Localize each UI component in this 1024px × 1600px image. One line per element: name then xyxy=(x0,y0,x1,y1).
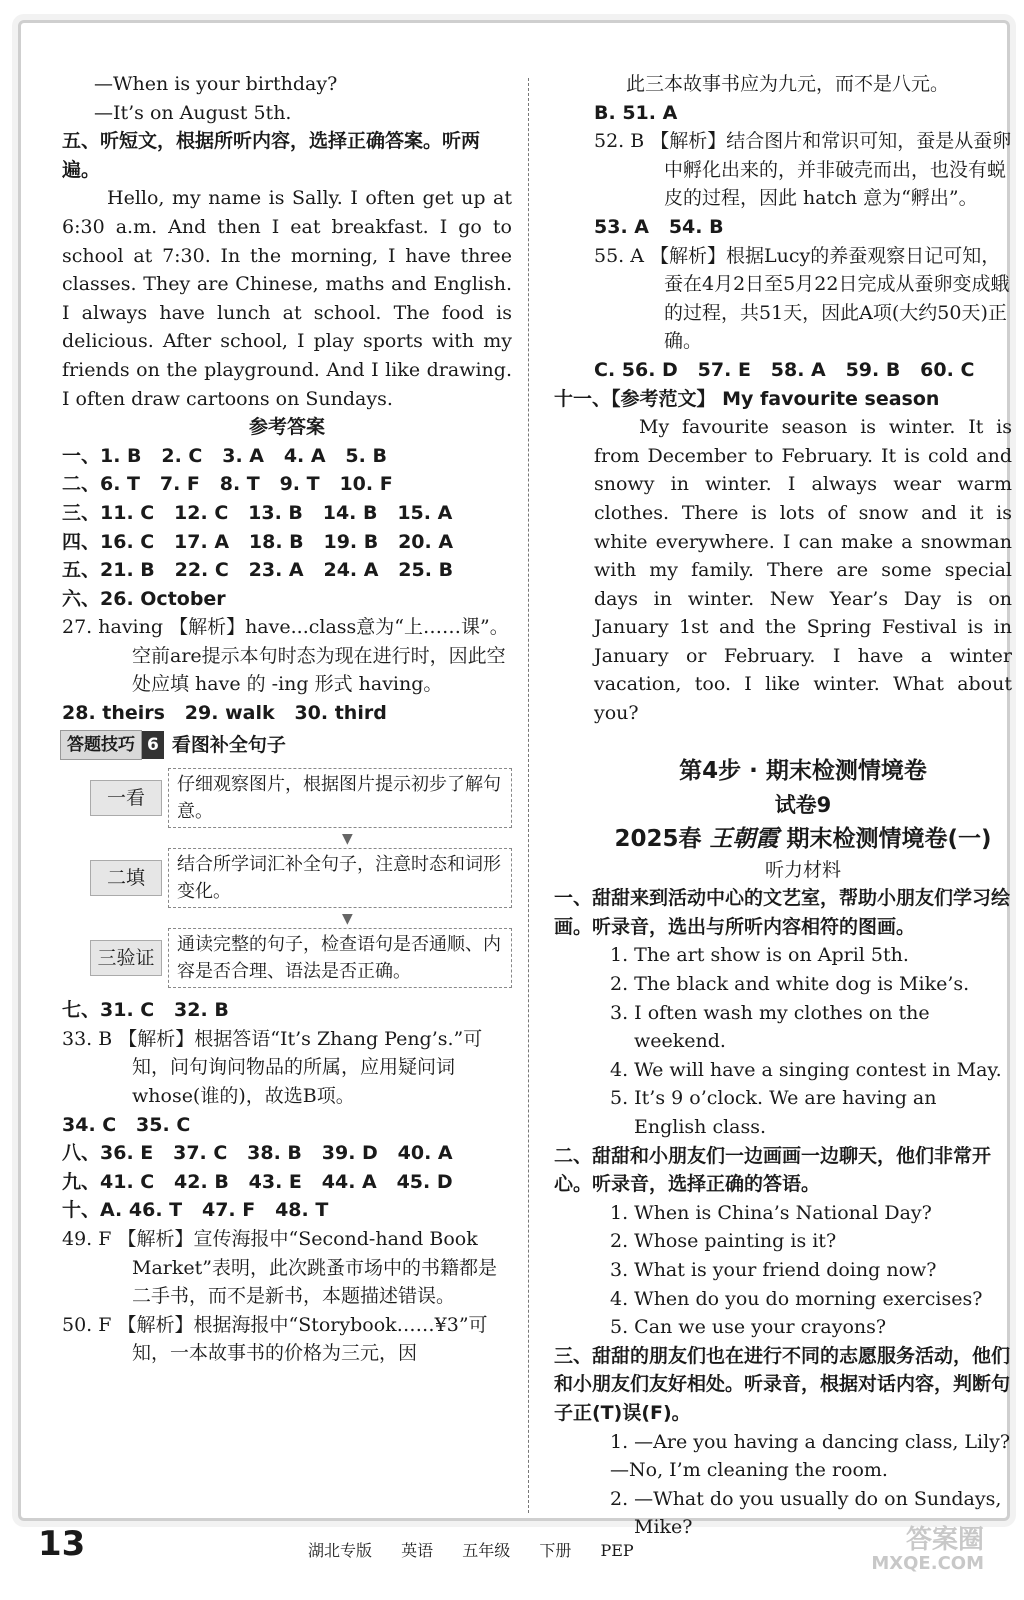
listening-item: 3. I often wash my clothes on the weekend. xyxy=(610,1001,930,1053)
listening-item: 2. —What do you usually do on Sundays, Mike? xyxy=(610,1487,1002,1539)
paper-title-name: 期末检测情境卷(一) xyxy=(786,825,992,852)
dialogue-line: —It’s on August 5th. xyxy=(94,101,292,124)
watermark-url: MXQE.COM xyxy=(871,1553,984,1574)
step-tag: 二填 xyxy=(90,860,162,896)
answer-row: 四、16. C 17. A 18. B 19. B 20. A xyxy=(62,530,454,553)
answer-row: 一、1. B 2. C 3. A 4. A 5. B xyxy=(62,444,387,467)
answer-row: 28. theirs 29. walk 30. third xyxy=(62,702,387,725)
page-number: 13 xyxy=(38,1524,86,1564)
paper-title xyxy=(594,822,1012,856)
footer-term: 下册 xyxy=(539,1541,572,1560)
dialogue-line: —When is your birthday? xyxy=(94,73,338,95)
answer-explanation: 50. F 【解析】根据海报中“Storybook……¥3”可知，一本故事书的价格为三元，因 xyxy=(62,1313,488,1365)
listening-material-title: 听力材料 xyxy=(764,858,841,881)
listening-item: 2. Whose painting is it? xyxy=(610,1230,837,1253)
part-2-heading: 二、甜甜和小朋友们一边画画一边聊天，他们非常开心。听录音，选择正确的答语。 xyxy=(554,1144,992,1196)
tip-step xyxy=(90,848,512,908)
step-text: 结合所学词汇补全句子，注意时态和词形变化。 xyxy=(168,848,512,908)
footer-info xyxy=(308,1538,658,1561)
answer-row: B. 51. A xyxy=(594,101,678,124)
listening-item: —No, I’m cleaning the room. xyxy=(610,1459,888,1482)
tip-header xyxy=(60,730,512,761)
listening-item: 1. When is China’s National Day? xyxy=(610,1201,932,1224)
answer-row: C. 56. D 57. E 58. A 59. B 60. C xyxy=(594,358,975,381)
listening-item: 2. The black and white dog is Mike’s. xyxy=(610,973,970,996)
arrow-down-icon: ▼ xyxy=(342,831,353,848)
right-column xyxy=(554,70,1012,1542)
left-column xyxy=(62,70,512,1368)
paper-title-year: 2025春 xyxy=(614,825,702,852)
sample-essay: My favourite season is winter. It is from December to February. It is cold and snowy in winter. I always wear warm clothes. There is lots of snow and it is white everywhere. I can make a snowman with my family. There are some special days in winter. New Year’s Day is on January 1st and the Spring Festival is in January or February. I have a winter vacation, too. I like winter. What about you? xyxy=(594,416,1012,725)
part-1-heading: 一、甜甜来到活动中心的文艺室，帮助小朋友们学习绘画。听录音，选出与所听内容相符的图画。 xyxy=(554,887,1011,938)
answer-row: 34. C 35. C xyxy=(62,1113,191,1136)
answer-row: 五、21. B 22. C 23. A 24. A 25. B xyxy=(62,559,454,582)
paper-number: 试卷9 xyxy=(774,792,832,817)
answer-explanation: 27. having 【解析】have...class意为“上……课”。空前are提示本句时态为现在进行时，因此空处应填 have 的 -ing 形式 having。 xyxy=(62,616,509,696)
listening-item: 4. When do you do morning exercises? xyxy=(610,1287,983,1310)
step-4-title: 第4步 · 期末检测情境卷 xyxy=(679,757,927,784)
answer-continuation: 此三本故事书应为九元，而不是八元。 xyxy=(626,73,950,95)
footer-edition: PEP xyxy=(600,1541,634,1560)
answer-row: 八、36. E 37. C 38. B 39. D 40. A xyxy=(62,1142,453,1165)
watermark-text: 答案圈 xyxy=(905,1525,984,1555)
tip-step xyxy=(90,928,512,988)
tip-title: 看图补全句子 xyxy=(171,733,286,756)
column-divider xyxy=(528,78,529,1513)
answer-explanation: 52. B 【解析】结合图片和常识可知，蚕是从蚕卵中孵化出来的，并非破壳而出，也没有蜕皮的过程，因此 hatch 意为“孵出”。 xyxy=(594,130,1012,210)
listening-item: 5. Can we use your crayons? xyxy=(610,1316,887,1339)
part-3-heading: 三、甜甜的朋友们也在进行不同的志愿服务活动，他们和小朋友们友好相处。听录音，根据对话内容，判断句子正(T)误(F)。 xyxy=(554,1344,1011,1424)
answer-row: 九、41. C 42. B 43. E 44. A 45. D xyxy=(62,1170,453,1193)
watermark xyxy=(871,1525,984,1576)
brand-logo: 王朝霞 xyxy=(709,824,779,852)
arrow-down-icon: ▼ xyxy=(342,911,353,928)
answer-explanation: 55. A 【解析】根据Lucy的养蚕观察日记可知，蚕在4月2日至5月22日完成从蚕卵变成蛾的过程，共51天，因此A项(大约50天)正确。 xyxy=(594,244,1010,353)
footer-grade: 五年级 xyxy=(462,1541,511,1560)
page-footer xyxy=(38,1524,994,1578)
tip-number: 6 xyxy=(142,731,164,760)
listening-passage: Hello, my name is Sally. I often get up at 6:30 a.m. And then I eat breakfast. I go to school at 7:30. In the morning, I have three classes. They are Chinese, maths and English. I always have lunch at school. The food is delicious. After school, I play sports with my friends on the playground. And I like drawing. I often draw cartoons on Sundays. xyxy=(62,187,512,410)
listening-item: 4. We will have a singing contest in May. xyxy=(610,1058,1002,1081)
listening-item: 3. What is your friend doing now? xyxy=(610,1258,937,1281)
answer-explanation: 33. B 【解析】根据答语“It’s Zhang Peng’s.”可知，问句询问物品的所属，应用疑问词 whose(谁的)，故选B项。 xyxy=(62,1027,483,1108)
tip-label: 答题技巧 xyxy=(60,730,142,761)
answer-row: 二、6. T 7. F 8. T 9. T 10. F xyxy=(62,473,393,496)
step-text: 通读完整的句子，检查语句是否通顺、内容是否合理、语法是否正确。 xyxy=(168,928,512,988)
listening-item: 1. The art show is on April 5th. xyxy=(610,944,909,967)
answer-explanation: 49. F 【解析】宣传海报中“Second-hand Book Market”表明，此次跳蚤市场中的书籍都是二手书，而不是新书，本题描述错误。 xyxy=(62,1228,497,1308)
step-tag: 三验证 xyxy=(90,940,162,976)
section-11-heading: 十一、【参考范文】 My favourite season xyxy=(554,387,940,410)
listening-item: 5. It’s 9 o’clock. We are having an English class. xyxy=(610,1087,937,1138)
tip-step xyxy=(90,768,512,828)
answer-row: 三、11. C 12. C 13. B 14. B 15. A xyxy=(62,501,453,524)
footer-subject: 英语 xyxy=(401,1541,434,1560)
step-tag: 一看 xyxy=(90,780,162,816)
answer-key-title: 参考答案 xyxy=(248,416,325,439)
footer-region: 湖北专版 xyxy=(308,1541,373,1560)
answer-row: 十、A. 46. T 47. F 48. T xyxy=(62,1199,329,1222)
answer-row: 六、26. October xyxy=(62,587,226,610)
section-5-heading: 五、听短文，根据所听内容，选择正确答案。听两遍。 xyxy=(62,130,481,181)
listening-item: 1. —Are you having a dancing class, Lily? xyxy=(610,1430,1011,1453)
answer-row: 53. A 54. B xyxy=(594,215,724,238)
step-text: 仔细观察图片，根据图片提示初步了解句意。 xyxy=(168,768,512,828)
answer-row: 七、31. C 32. B xyxy=(62,999,229,1022)
